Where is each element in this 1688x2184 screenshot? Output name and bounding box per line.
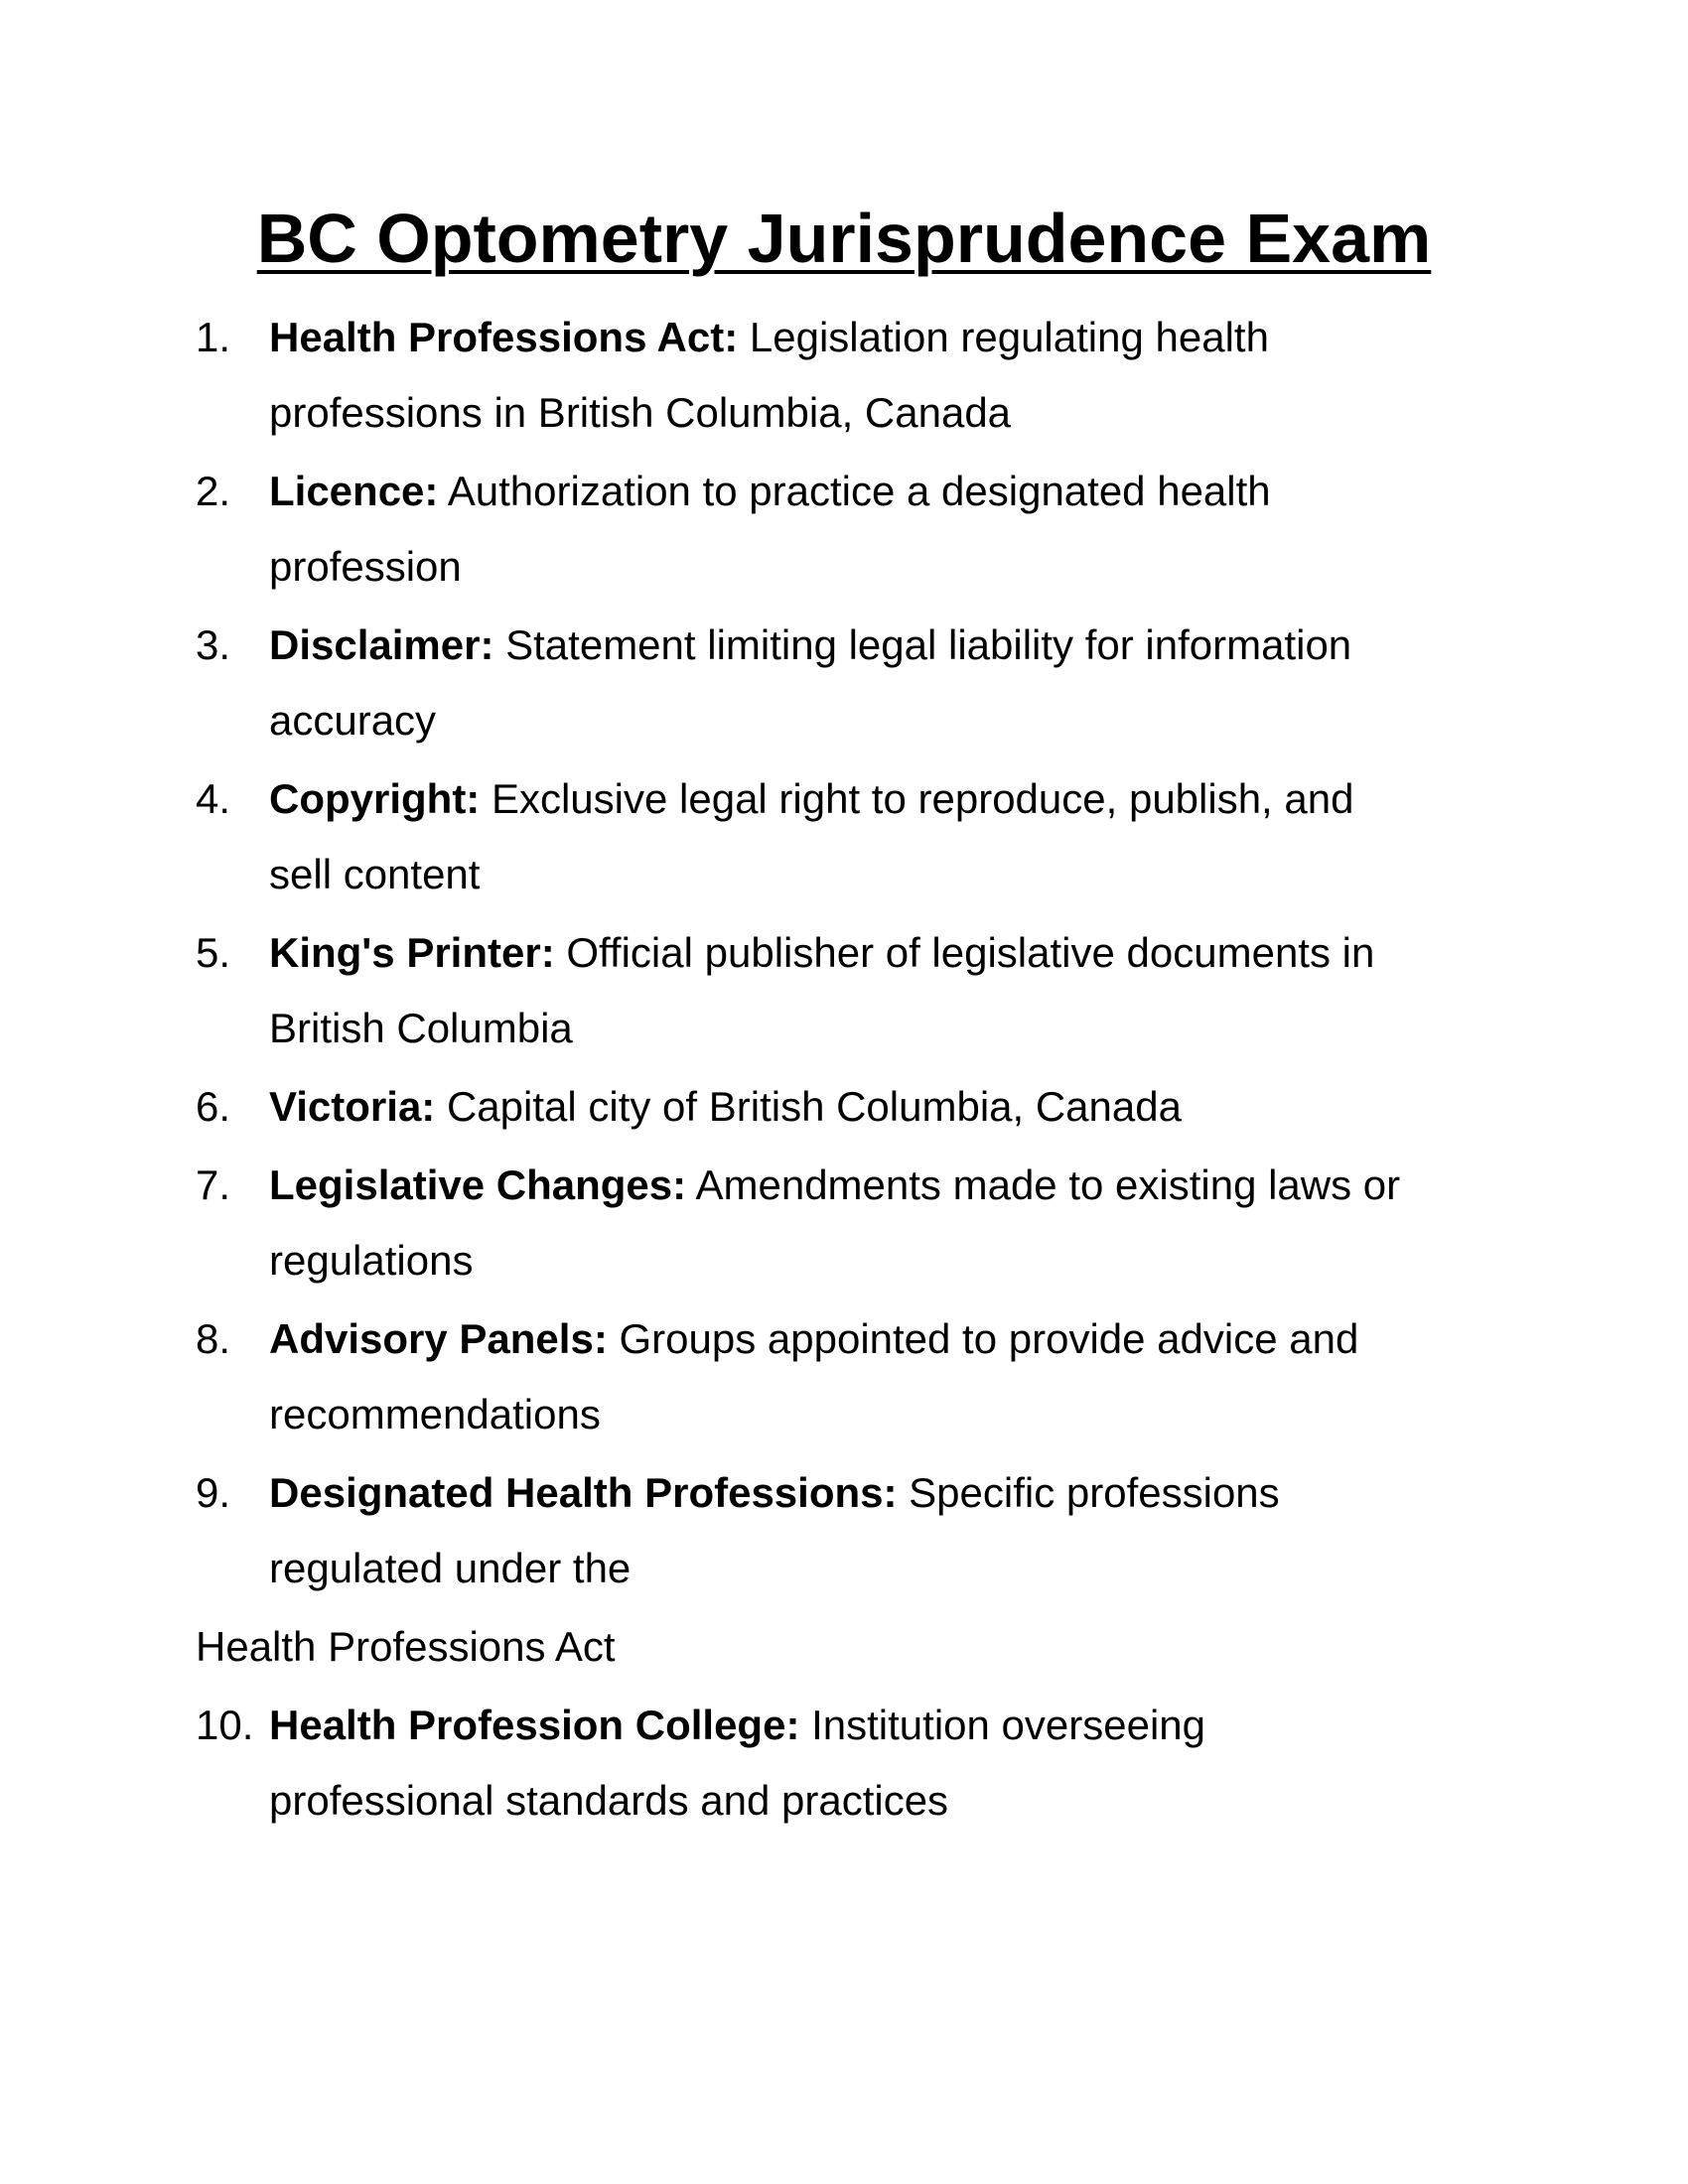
continuation-text: Health Professions Act [196,1623,616,1670]
document-title: BC Optometry Jurisprudence Exam [256,200,1432,277]
list-item-6 [196,1069,1441,1145]
item-number: 7. [196,1161,231,1208]
item-definition: Authorization to practice a designated health profession [269,468,1271,590]
list-item-5 [196,915,1441,1066]
item-term: Advisory Panels: [269,1315,608,1362]
item-term: Disclaimer: [269,621,494,668]
item-number: 3. [196,621,231,668]
item-number: 10. [196,1702,254,1748]
list-item-4 [196,761,1411,912]
item-term: King's Printer: [269,929,555,976]
item-definition: Exclusive legal right to reproduce, publish, and sell content [269,775,1354,897]
list-item-1 [196,300,1322,451]
item-definition: Groups appointed to provide advice and recommendations [269,1315,1359,1437]
item-term: Designated Health Professions: [269,1469,898,1516]
item-definition: Statement limiting legal liability for information accuracy [269,621,1352,744]
item-definition: Specific professions regulated under the [269,1469,1280,1591]
item-number: 4. [196,775,231,822]
item-number: 8. [196,1315,231,1362]
item-definition: Capital city of British Columbia, Canada [435,1083,1182,1130]
item-term: Victoria: [269,1083,436,1130]
list-item-3 [196,608,1411,758]
item-definition: Amendments made to existing laws or regulations [269,1161,1401,1284]
item-term: Legislative Changes: [269,1161,687,1208]
list-item-2 [196,454,1322,605]
item-term: Copyright: [269,775,481,822]
item-term: Licence: [269,468,439,514]
item-definition: Legislation regulating health professions in British Columbia, Canada [269,314,1269,436]
list-item-7 [196,1148,1461,1298]
item-definition: Official publisher of legislative documents in British Columbia [269,929,1375,1051]
item-number: 2. [196,468,231,514]
item-definition: Institution overseeing professional standards and practices [269,1702,1206,1824]
item-number: 1. [196,314,231,360]
item-number: 5. [196,929,231,976]
definitions-list [196,300,1506,1842]
list-item-9 [196,1455,1361,1606]
list-item-8 [196,1301,1421,1452]
item-number: 6. [196,1083,231,1130]
item-term: Health Profession College: [269,1702,800,1748]
item-number: 9. [196,1469,231,1516]
list-item-10 [196,1688,1322,1839]
item-term: Health Professions Act: [269,314,739,360]
